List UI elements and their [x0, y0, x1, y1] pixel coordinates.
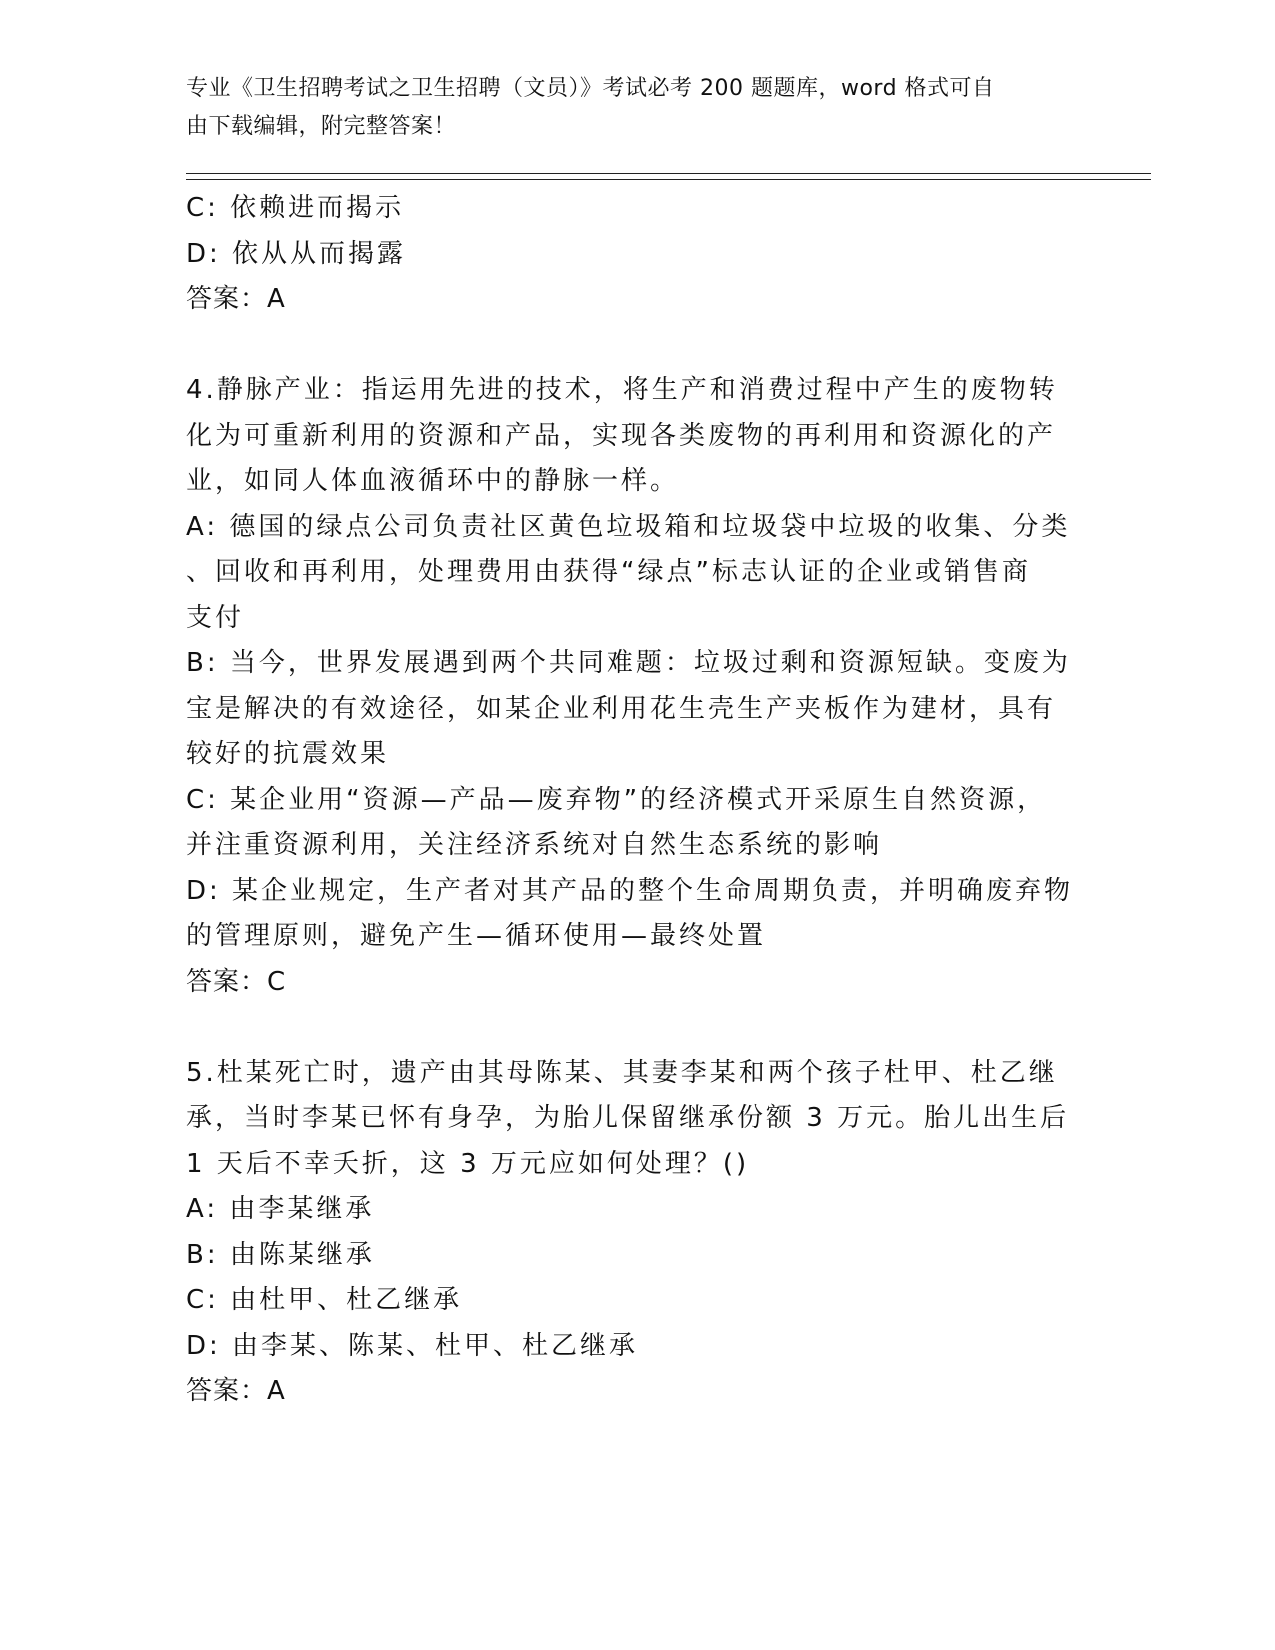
question-4-option-a-line: A: 德国的绿点公司负责社区黄色垃圾箱和垃圾袋中垃圾的收集、分类 [186, 511, 1071, 542]
question-5-stem-line: 5.杜某死亡时，遗产由其母陈某、其妻李某和两个孩子杜甲、杜乙继 [186, 1057, 1058, 1088]
question-4-stem-line: 业，如同人体血液循环中的静脉一样。 [186, 466, 680, 496]
header-line-1: 专业《卫生招聘考试之卫生招聘（文员）》考试必考 200 题题库，word 格式可自 [186, 76, 995, 101]
spacer [186, 1005, 1086, 1051]
spacer [186, 323, 1086, 369]
question-5-option-b: B: 由陈某继承 [186, 1239, 375, 1270]
question-3-option-d: D: 依从从而揭露 [186, 238, 407, 269]
question-5-option-d: D: 由李某、陈某、杜甲、杜乙继承 [186, 1330, 639, 1361]
question-5-option-a: A: 由李某继承 [186, 1194, 375, 1224]
question-4-option-b-line: B: 当今，世界发展遇到两个共同难题：垃圾过剩和资源短缺。变废为 [186, 648, 1071, 678]
question-4-option-b-line: 较好的抗震效果 [186, 739, 390, 769]
question-3-option-c: C: 依赖进而揭示 [186, 193, 405, 223]
question-4-option-b-line: 宝是解决的有效途径，如某企业利用花生壳生产夹板作为建材，具有 [186, 693, 1057, 724]
question-3-answer: 答案：A [186, 284, 286, 314]
question-4-stem-line: 4.静脉产业：指运用先进的技术，将生产和消费过程中产生的废物转 [186, 375, 1058, 405]
question-4-stem-line: 化为可重新利用的资源和产品，实现各类废物的再利用和资源化的产 [186, 420, 1057, 451]
header-divider-top [186, 173, 1151, 174]
question-content [186, 186, 1086, 1415]
question-4 [186, 368, 1086, 1005]
question-5-stem-line: 承，当时李某已怀有身孕，为胎儿保留继承份额 3 万元。胎儿出生后 [186, 1103, 1070, 1133]
question-4-option-d-line: D: 某企业规定，生产者对其产品的整个生命周期负责，并明确废弃物 [186, 875, 1074, 906]
question-4-answer: 答案：C [186, 966, 287, 997]
page-header [186, 70, 1066, 146]
question-3-tail [186, 186, 1086, 323]
header-divider-bottom [186, 179, 1151, 180]
question-5-answer: 答案：A [186, 1376, 286, 1406]
question-5 [186, 1051, 1086, 1415]
question-4-option-d-line: 的管理原则，避免产生—循环使用—最终处置 [186, 921, 767, 951]
question-4-option-a-line: 、回收和再利用，处理费用由获得“绿点”标志认证的企业或销售商 [186, 557, 1031, 587]
question-4-option-c-line: 并注重资源利用，关注经济系统对自然生态系统的影响 [186, 830, 883, 860]
question-4-option-a-line: 支付 [186, 602, 245, 633]
question-5-stem-line: 1 天后不幸夭折，这 3 万元应如何处理？() [186, 1148, 750, 1179]
question-5-option-c: C: 由杜甲、杜乙继承 [186, 1285, 463, 1315]
question-4-option-c-line: C: 某企业用“资源—产品—废弃物”的经济模式开采原生自然资源， [186, 784, 1047, 815]
header-line-2: 由下载编辑，附完整答案！ [186, 114, 457, 139]
